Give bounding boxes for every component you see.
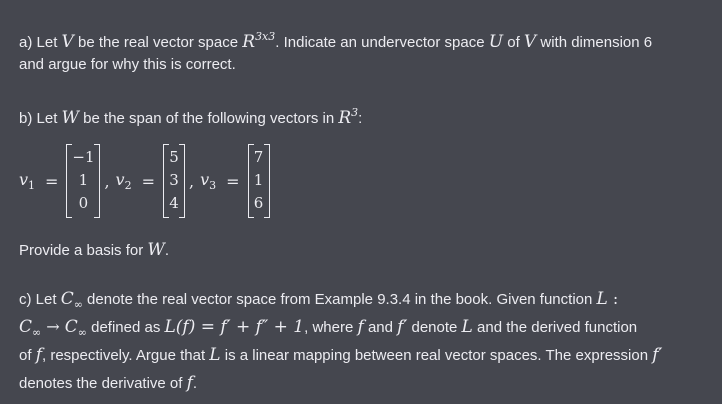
- text: b) Let: [19, 110, 62, 127]
- text: be the real vector space: [73, 34, 243, 51]
- vector-v1-matrix: [66, 144, 100, 218]
- vector-v3-name: $v_3$: [200, 170, 217, 192]
- math-U: U: [488, 32, 504, 52]
- part-a-line-2: and argue for why this is correct.: [19, 56, 236, 73]
- text: c) Let: [19, 291, 61, 308]
- part-a-line-1: [19, 27, 652, 53]
- vector-definitions: [19, 141, 270, 221]
- vector-entry: 5: [169, 148, 179, 166]
- comma: ,: [189, 171, 195, 191]
- text: , respectively. Argue that: [41, 347, 210, 364]
- equals-sign: =: [45, 171, 59, 191]
- comma: ,: [104, 171, 110, 191]
- text: .: [192, 375, 198, 392]
- math-W: W: [61, 108, 80, 128]
- math-L: L: [209, 345, 221, 365]
- text: . Indicate an undervector space: [275, 34, 489, 51]
- vector-entry: 4: [169, 194, 179, 212]
- math-C-subscript: ∞: [77, 326, 87, 339]
- vector-entry: 6: [253, 194, 264, 212]
- math-W: W: [147, 240, 165, 260]
- math-R: R: [338, 108, 352, 128]
- vector-v1-name: $v_1$: [19, 170, 36, 192]
- text: and: [363, 319, 398, 336]
- vector-entry: 3: [169, 171, 179, 189]
- text: be the span of the following vectors in: [79, 110, 339, 127]
- text: of: [503, 34, 524, 51]
- text: :: [358, 110, 363, 127]
- math-L: L: [461, 317, 473, 337]
- math-C-subscript: ∞: [32, 326, 42, 339]
- text: Provide a basis for: [19, 242, 148, 259]
- math-L: L: [596, 289, 608, 309]
- vector-entry: −1: [72, 148, 95, 166]
- text: .: [164, 242, 170, 259]
- vector-v3-matrix: [248, 144, 270, 218]
- part-c-line-4: [19, 373, 197, 394]
- math-formula: L(f) = f′ + f″ + 1: [164, 317, 305, 337]
- part-b-line-1: [19, 103, 362, 129]
- text: with dimension 6: [536, 34, 653, 51]
- math-V: V: [523, 32, 537, 52]
- math-C: C: [19, 317, 33, 337]
- math-C-subscript: ∞: [73, 298, 83, 311]
- vector-entry: 7: [253, 148, 264, 166]
- math-arrow: →: [41, 317, 65, 336]
- math-C: C: [60, 289, 74, 309]
- math-f: f: [35, 345, 42, 365]
- text: and the derived function: [472, 319, 638, 336]
- text: denotes the derivative of: [19, 375, 187, 392]
- vector-v2-name: $v_2$: [115, 170, 132, 192]
- part-c-line-2: [19, 317, 637, 343]
- math-f-prime: f′: [397, 317, 408, 337]
- math-V: V: [61, 32, 74, 52]
- vector-entry: 1: [253, 171, 264, 189]
- math-R-exponent: 3x3: [255, 30, 276, 43]
- math-f-prime: f′: [652, 345, 663, 365]
- math-R: R: [242, 32, 256, 52]
- math-colon: :: [607, 289, 619, 308]
- text: of: [19, 347, 36, 364]
- text: is a linear mapping between real vector spaces. The expression: [220, 347, 653, 364]
- vector-v2-matrix: [163, 144, 185, 218]
- equals-sign: =: [226, 171, 240, 191]
- text: denote the real vector space from Example 9.3.4 in the book. Given function: [82, 291, 597, 308]
- math-R-exponent: 3: [351, 106, 359, 119]
- equals-sign: =: [141, 171, 155, 191]
- part-c-line-1: [19, 289, 618, 315]
- math-f: f: [357, 317, 364, 337]
- part-c-line-3: [19, 345, 662, 366]
- math-f: f: [186, 373, 193, 393]
- text: defined as: [86, 319, 165, 336]
- vector-entry: 0: [78, 194, 89, 212]
- text: denote: [407, 319, 462, 336]
- text: , where: [304, 319, 358, 336]
- math-C: C: [64, 317, 78, 337]
- vector-entry: 1: [78, 171, 89, 189]
- text: a) Let: [19, 34, 62, 51]
- part-b-basis-line: [19, 240, 169, 261]
